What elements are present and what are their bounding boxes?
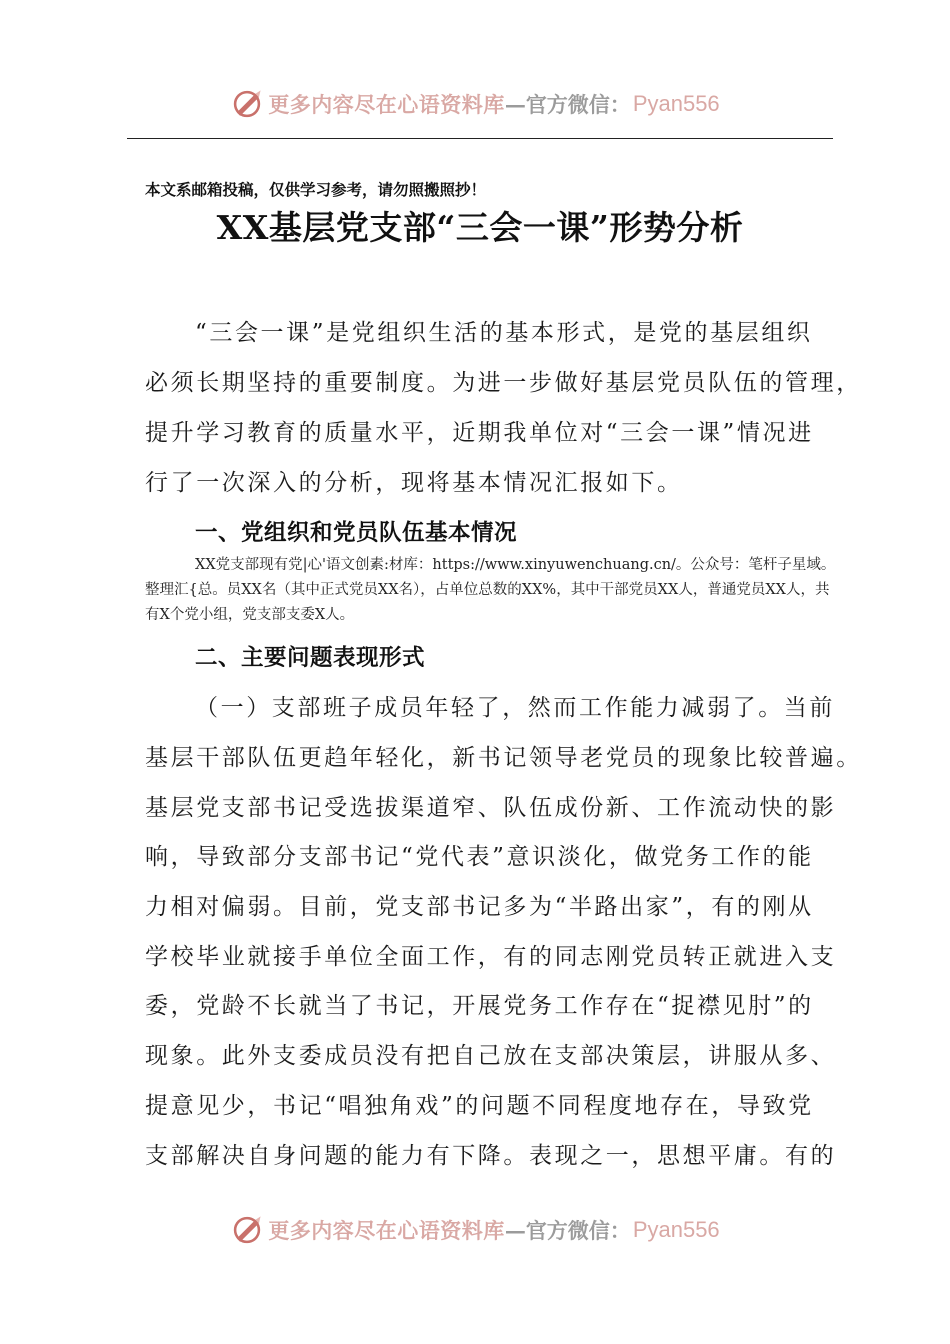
footer-banner [0,1206,950,1254]
body-line: 响，导致部分支部书记“党代表”意识淡化，做党务工作的能 [145,844,814,870]
body-line: （一）支部班子成员年轻了，然而工作能力减弱了。当前 [195,695,835,721]
disclaimer: 本文系邮箱投稿，仅供学习参考，请勿照搬照抄！ [145,180,487,199]
intro-line: 必须长期坚持的重要制度。为进一步做好基层党员队伍的管理， [145,370,862,396]
pen-logo-icon [230,1213,264,1247]
section-heading-2: 二、主要问题表现形式 [195,645,426,671]
body-line: 基层干部队伍更趋年轻化，新书记领导老党员的现象比较普遍。 [145,745,862,771]
banner-dash-text: —官方微信： [504,1218,631,1243]
banner-wechat-id: Pyan556 [632,1217,720,1242]
header-divider [127,138,833,139]
intro-line: “三会一课”是党组织生活的基本形式，是党的基层组织 [195,320,813,346]
section-1-body: XX党支部现有党|心'语文创素:材库：https://www.xinyuwenchuang.cn/。公众号：笔杆子星域。整理汇{总。员XX名（其中正式党员XX名），占单位总数的XX%，其中干部党员XX人，普通党员XX人，共有X个党小组，党支部支委X人。 [145,557,836,623]
body-line: 学校毕业就接手单位全面工作，有的同志刚党员转正就进入支 [145,944,837,970]
header-banner [0,80,950,128]
banner-main-text: 更多内容尽在心语资料库 [268,1218,505,1243]
body-line: 力相对偏弱。目前，党支部书记多为“半路出家”，有的刚从 [145,894,814,920]
body-line: 现象。此外支委成员没有把自己放在支部决策层，讲服从多、 [145,1043,837,1069]
document-title: XX基层党支部“三会一课”形势分析 [216,208,744,247]
body-line: 支部解决自身问题的能力有下降。表现之一，思想平庸。有的 [145,1143,837,1169]
section-heading-1: 一、党组织和党员队伍基本情况 [195,520,518,546]
banner-main-text: 更多内容尽在心语资料库 [268,92,505,117]
body-line: 基层党支部书记受选拔渠道窄、队伍成份新、工作流动快的影 [145,795,837,821]
body-line: 委，党龄不长就当了书记，开展党务工作存在“捉襟见肘”的 [145,993,814,1019]
body-line: 提意见少，书记“唱独角戏”的问题不同程度地存在，导致党 [145,1093,814,1119]
intro-line: 行了一次深入的分析，现将基本情况汇报如下。 [145,470,683,496]
banner-wechat-id: Pyan556 [632,91,720,116]
banner-dash-text: —官方微信： [504,92,631,117]
pen-logo-icon [230,87,264,121]
intro-line: 提升学习教育的质量水平，近期我单位对“三会一课”情况进 [145,420,814,446]
